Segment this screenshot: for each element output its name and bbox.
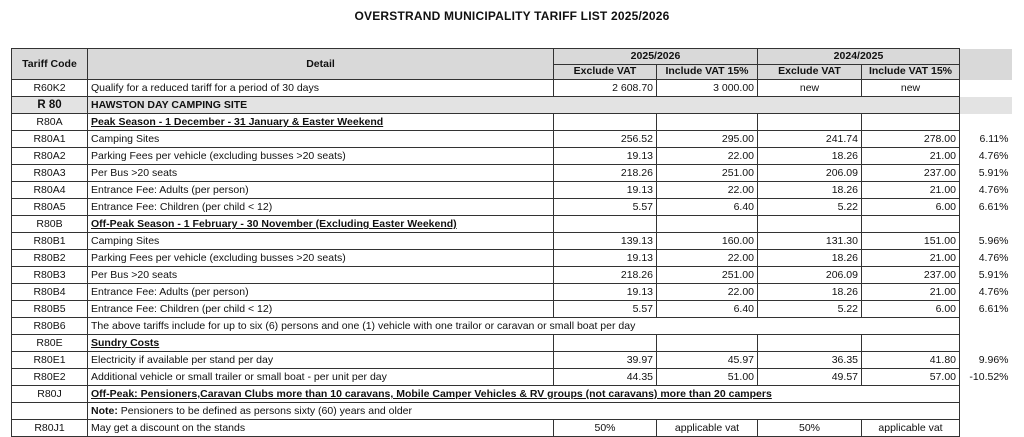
section-row: [12, 97, 1012, 114]
tariff-code: R80A2: [12, 148, 88, 165]
tariff-code: R80B6: [12, 318, 88, 335]
header-spacer: [960, 49, 1012, 80]
percent-change: [960, 97, 1012, 114]
tariff-code: R60K2: [12, 80, 88, 97]
tariff-code: R80A3: [12, 165, 88, 182]
table-row: [12, 199, 1012, 216]
tariff-detail: May get a discount on the stands: [88, 420, 554, 437]
previous-excl-vat: 5.22: [758, 301, 862, 318]
current-excl-vat: 19.13: [554, 250, 657, 267]
percent-change: [960, 403, 1012, 420]
percent-change: [960, 420, 1012, 437]
percent-change: [960, 335, 1012, 352]
current-excl-vat: 256.52: [554, 131, 657, 148]
previous-incl-vat: 278.00: [862, 131, 960, 148]
percent-change: 4.76%: [960, 148, 1012, 165]
previous-excl-vat: 206.09: [758, 165, 862, 182]
percent-change: -10.52%: [960, 369, 1012, 386]
previous-excl-vat: 18.26: [758, 182, 862, 199]
subheading-row: [12, 335, 1012, 352]
tariff-code: R80A1: [12, 131, 88, 148]
previous-incl-vat: 21.00: [862, 284, 960, 301]
current-incl-vat: 6.40: [657, 301, 758, 318]
section-code: R 80: [12, 97, 88, 114]
previous-incl-vat: [862, 335, 960, 352]
previous-incl-vat: 21.00: [862, 250, 960, 267]
tariff-code: R80B5: [12, 301, 88, 318]
tariff-code: R80E1: [12, 352, 88, 369]
previous-incl-vat: 21.00: [862, 148, 960, 165]
table-row: [12, 420, 1012, 437]
tariff-detail: Entrance Fee: Children (per child < 12): [88, 301, 554, 318]
previous-excl-vat: 206.09: [758, 267, 862, 284]
tariff-detail: Qualify for a reduced tariff for a period of 30 days: [88, 80, 554, 97]
tariff-detail: Entrance Fee: Adults (per person): [88, 284, 554, 301]
percent-change: 5.96%: [960, 233, 1012, 250]
subheading-title: Off-Peak: Pensioners,Caravan Clubs more than 10 caravans, Mobile Camper Vehicles & RV groups (not caravans) more than 20 campers: [88, 386, 960, 403]
note-label: Note:: [91, 405, 118, 417]
current-excl-vat: 5.57: [554, 301, 657, 318]
current-excl-vat: 218.26: [554, 165, 657, 182]
header-previous-incl-vat: Include VAT 15%: [862, 64, 960, 80]
table-row: [12, 352, 1012, 369]
previous-excl-vat: 241.74: [758, 131, 862, 148]
current-excl-vat: 218.26: [554, 267, 657, 284]
current-excl-vat: 139.13: [554, 233, 657, 250]
previous-incl-vat: 237.00: [862, 165, 960, 182]
tariff-code: R80B2: [12, 250, 88, 267]
previous-excl-vat: 18.26: [758, 284, 862, 301]
previous-incl-vat: [862, 114, 960, 131]
percent-change: [960, 386, 1012, 403]
tariff-detail: Entrance Fee: Adults (per person): [88, 182, 554, 199]
current-incl-vat: 22.00: [657, 148, 758, 165]
tariff-detail: Parking Fees per vehicle (excluding busses >20 seats): [88, 250, 554, 267]
previous-incl-vat: [862, 216, 960, 233]
table-row: [12, 267, 1012, 284]
subheading-title: Off-Peak Season - 1 February - 30 November (Excluding Easter Weekend): [88, 216, 554, 233]
subheading-row: [12, 114, 1012, 131]
previous-excl-vat: 131.30: [758, 233, 862, 250]
tariff-code: R80E2: [12, 369, 88, 386]
previous-incl-vat: 151.00: [862, 233, 960, 250]
percent-change: 9.96%: [960, 352, 1012, 369]
current-incl-vat: applicable vat: [657, 420, 758, 437]
percent-change: 5.91%: [960, 267, 1012, 284]
tariff-code: R80B4: [12, 284, 88, 301]
current-excl-vat: 44.35: [554, 369, 657, 386]
note-text: [88, 403, 960, 420]
current-excl-vat: 19.13: [554, 284, 657, 301]
subheading-row: [12, 386, 1012, 403]
subheading-row: [12, 216, 1012, 233]
percent-change: [960, 80, 1012, 97]
header-tariff-code: Tariff Code: [12, 49, 88, 80]
tariff-code: R80A: [12, 114, 88, 131]
previous-incl-vat: 57.00: [862, 369, 960, 386]
tariff-code: R80A4: [12, 182, 88, 199]
previous-incl-vat: new: [862, 80, 960, 97]
current-excl-vat: 19.13: [554, 182, 657, 199]
previous-excl-vat: 18.26: [758, 148, 862, 165]
previous-incl-vat: 6.00: [862, 199, 960, 216]
tariff-detail: The above tariffs include for up to six (6) persons and one (1) vehicle with one trailor or caravan or small boat per day: [88, 318, 960, 335]
previous-excl-vat: new: [758, 80, 862, 97]
header-current-excl-vat: Exclude VAT: [554, 64, 657, 80]
header-previous-excl-vat: Exclude VAT: [758, 64, 862, 80]
percent-change: [960, 114, 1012, 131]
current-incl-vat: 22.00: [657, 284, 758, 301]
current-incl-vat: 295.00: [657, 131, 758, 148]
subheading-title: Peak Season - 1 December - 31 January & Easter Weekend: [88, 114, 554, 131]
previous-incl-vat: applicable vat: [862, 420, 960, 437]
tariff-code: R80B: [12, 216, 88, 233]
tariff-code: R80J: [12, 386, 88, 403]
table-row: [12, 80, 1012, 97]
header-row-1: [12, 49, 1012, 65]
note-row: [12, 318, 1012, 335]
previous-excl-vat: 50%: [758, 420, 862, 437]
note-row: [12, 403, 1012, 420]
current-incl-vat: 160.00: [657, 233, 758, 250]
current-incl-vat: [657, 114, 758, 131]
tariff-detail: Parking Fees per vehicle (excluding busses >20 seats): [88, 148, 554, 165]
tariff-detail: Camping Sites: [88, 131, 554, 148]
tariff-code: R80B3: [12, 267, 88, 284]
percent-change: 4.76%: [960, 182, 1012, 199]
header-detail: Detail: [88, 49, 554, 80]
percent-change: [960, 216, 1012, 233]
current-excl-vat: 5.57: [554, 199, 657, 216]
current-incl-vat: [657, 216, 758, 233]
percent-change: [960, 318, 1012, 335]
table-row: [12, 233, 1012, 250]
current-incl-vat: 3 000.00: [657, 80, 758, 97]
previous-incl-vat: 237.00: [862, 267, 960, 284]
percent-change: 5.91%: [960, 165, 1012, 182]
section-title: HAWSTON DAY CAMPING SITE: [88, 97, 960, 114]
header-year-current: 2025/2026: [554, 49, 758, 65]
header-year-previous: 2024/2025: [758, 49, 960, 65]
current-incl-vat: 251.00: [657, 165, 758, 182]
current-excl-vat: 39.97: [554, 352, 657, 369]
tariff-detail: Electricity if available per stand per day: [88, 352, 554, 369]
percent-change: 4.76%: [960, 250, 1012, 267]
subheading-title: Sundry Costs: [88, 335, 554, 352]
current-excl-vat: [554, 335, 657, 352]
note-body: Pensioners to be defined as persons sixty (60) years and older: [117, 405, 413, 417]
previous-excl-vat: [758, 335, 862, 352]
current-incl-vat: 45.97: [657, 352, 758, 369]
current-incl-vat: 22.00: [657, 250, 758, 267]
page-title: OVERSTRAND MUNICIPALITY TARIFF LIST 2025/2026: [354, 9, 670, 23]
tariff-detail: Camping Sites: [88, 233, 554, 250]
previous-incl-vat: 6.00: [862, 301, 960, 318]
table-row: [12, 301, 1012, 318]
percent-change: 6.61%: [960, 301, 1012, 318]
current-incl-vat: 251.00: [657, 267, 758, 284]
tariff-detail: Additional vehicle or small trailer or small boat - per unit per day: [88, 369, 554, 386]
percent-change: 6.61%: [960, 199, 1012, 216]
table-row: [12, 250, 1012, 267]
current-incl-vat: 22.00: [657, 182, 758, 199]
table-row: [12, 148, 1012, 165]
table-row: [12, 284, 1012, 301]
previous-excl-vat: 36.35: [758, 352, 862, 369]
current-excl-vat: [554, 216, 657, 233]
current-incl-vat: 6.40: [657, 199, 758, 216]
current-excl-vat: 50%: [554, 420, 657, 437]
previous-incl-vat: 21.00: [862, 182, 960, 199]
current-incl-vat: [657, 335, 758, 352]
tariff-detail: Per Bus >20 seats: [88, 267, 554, 284]
previous-excl-vat: 49.57: [758, 369, 862, 386]
tariff-table: [11, 48, 1012, 437]
tariff-code: R80E: [12, 335, 88, 352]
percent-change: 4.76%: [960, 284, 1012, 301]
current-incl-vat: 51.00: [657, 369, 758, 386]
tariff-detail: Per Bus >20 seats: [88, 165, 554, 182]
current-excl-vat: 2 608.70: [554, 80, 657, 97]
table-row: [12, 369, 1012, 386]
previous-excl-vat: 5.22: [758, 199, 862, 216]
percent-change: 6.11%: [960, 131, 1012, 148]
previous-incl-vat: 41.80: [862, 352, 960, 369]
current-excl-vat: 19.13: [554, 148, 657, 165]
header-current-incl-vat: Include VAT 15%: [657, 64, 758, 80]
tariff-code: [12, 403, 88, 420]
tariff-detail: Entrance Fee: Children (per child < 12): [88, 199, 554, 216]
tariff-code: R80B1: [12, 233, 88, 250]
tariff-code: R80J1: [12, 420, 88, 437]
current-excl-vat: [554, 114, 657, 131]
previous-excl-vat: [758, 216, 862, 233]
table-row: [12, 131, 1012, 148]
tariff-code: R80A5: [12, 199, 88, 216]
previous-excl-vat: 18.26: [758, 250, 862, 267]
table-row: [12, 165, 1012, 182]
table-row: [12, 182, 1012, 199]
previous-excl-vat: [758, 114, 862, 131]
